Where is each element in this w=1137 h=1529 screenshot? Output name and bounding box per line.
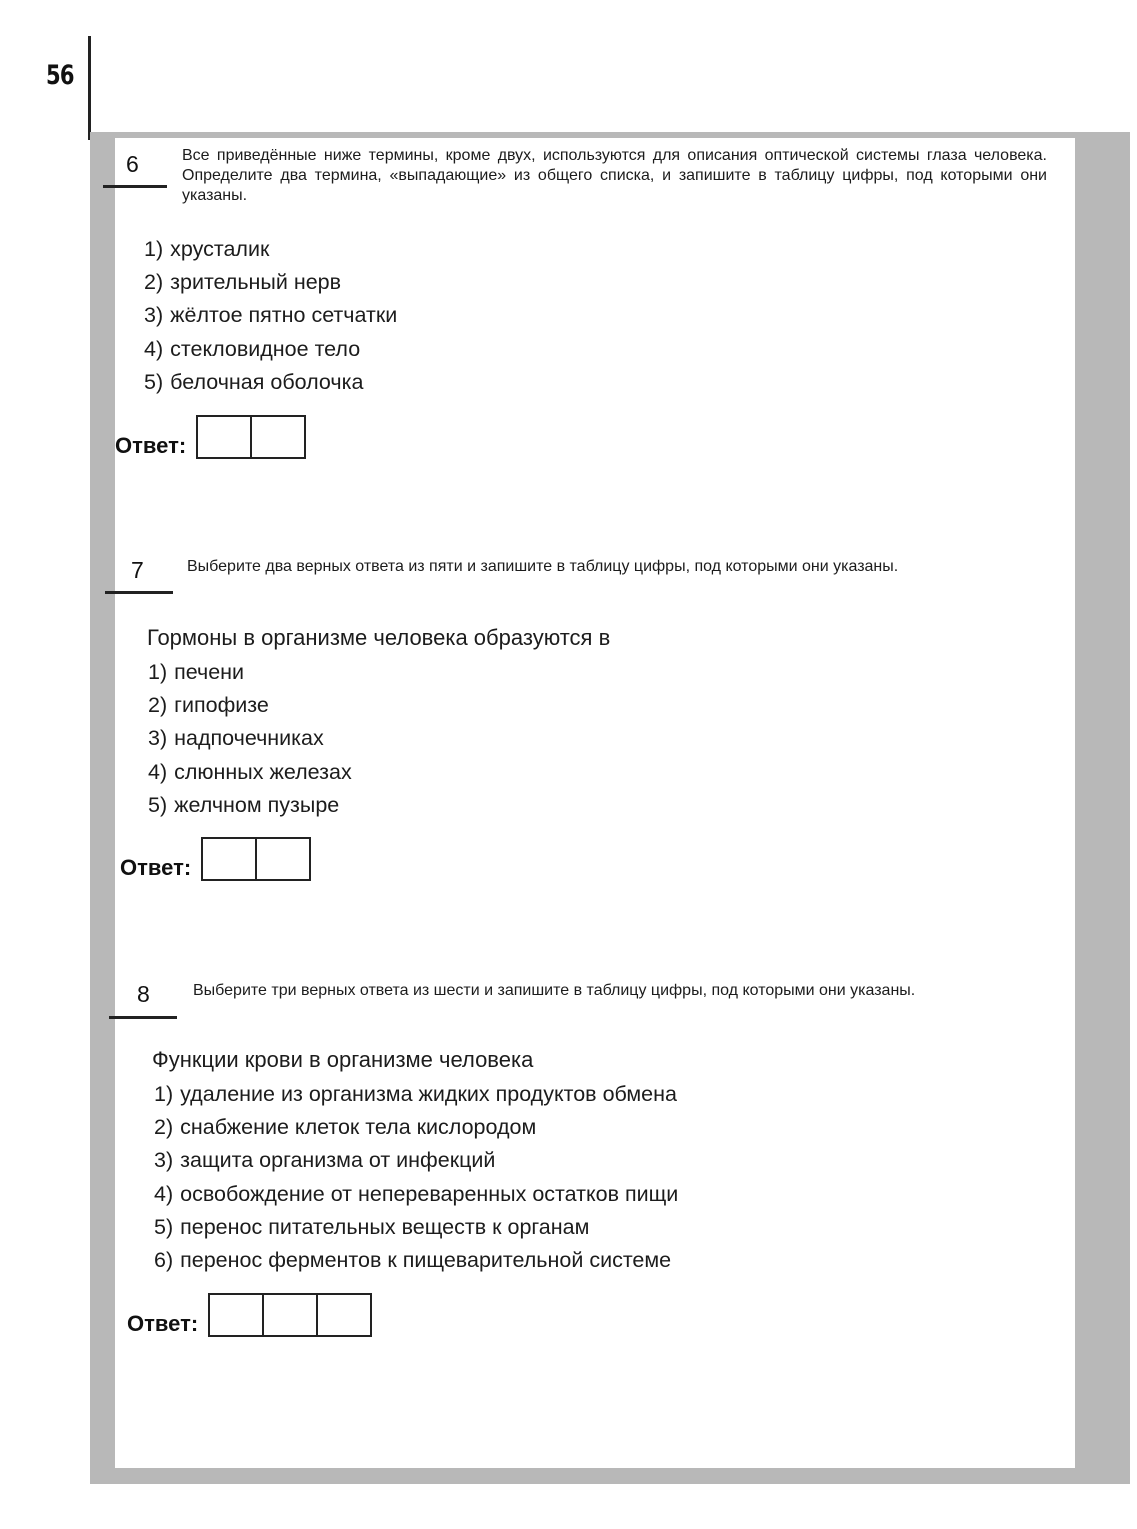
answer-row — [127, 1293, 372, 1337]
option-number: 4) — [148, 759, 168, 784]
answer-cell[interactable] — [252, 417, 304, 457]
option-number: 3) — [148, 726, 168, 751]
option-number: 4) — [154, 1181, 174, 1206]
task-instruction: Выберите два верных ответа из пяти и запишите в таблицу цифры, под которыми они указаны. — [187, 558, 899, 575]
task-stem: Функции крови в организме человека — [152, 1047, 534, 1072]
answer-grid — [196, 415, 306, 459]
option-text: слюнных железах — [174, 759, 352, 784]
options-list — [144, 233, 397, 399]
option-item — [144, 266, 397, 299]
option-number: 5) — [154, 1214, 174, 1239]
task-number: 6 — [126, 151, 139, 177]
option-number: 3) — [154, 1148, 174, 1173]
task-instruction: Выберите три верных ответа из шести и запишите в таблицу цифры, под которыми они указаны. — [193, 982, 916, 999]
option-text: стекловидное тело — [170, 336, 361, 361]
answer-grid — [208, 1293, 372, 1337]
option-text: жёлтое пятно сетчатки — [170, 303, 398, 328]
option-text: печени — [174, 660, 245, 684]
option-number: 5) — [148, 792, 168, 817]
option-item — [154, 1144, 678, 1177]
task-stem: Гормоны в организме человека образуются в — [147, 625, 611, 650]
option-item — [154, 1178, 678, 1211]
option-item — [154, 1078, 678, 1111]
page-number: 56 — [46, 60, 74, 91]
option-text: защита организма от инфекций — [180, 1148, 496, 1173]
answer-cell[interactable] — [210, 1295, 264, 1335]
answer-label: Ответ: — [115, 433, 187, 458]
option-item — [148, 656, 352, 689]
answer-cell[interactable] — [257, 839, 309, 879]
task-number-rule — [103, 185, 167, 188]
options-list — [148, 656, 352, 822]
option-text: гипофизе — [174, 693, 269, 718]
option-number: 1) — [154, 1082, 174, 1106]
option-number: 4) — [144, 336, 164, 361]
task-number: 8 — [137, 981, 150, 1007]
answer-grid — [201, 837, 311, 881]
answer-row — [115, 415, 306, 459]
task-number-rule — [105, 591, 173, 594]
option-text: хрусталик — [170, 237, 270, 261]
option-number: 6) — [154, 1247, 174, 1272]
option-text: белочная оболочка — [170, 369, 364, 394]
answer-label: Ответ: — [127, 1311, 199, 1336]
option-text: желчном пузыре — [174, 792, 340, 817]
options-list — [154, 1078, 678, 1277]
option-text: перенос ферментов к пищеварительной системе — [180, 1247, 672, 1272]
option-item — [148, 689, 352, 722]
option-number: 2) — [144, 270, 164, 295]
option-number: 5) — [144, 369, 164, 394]
option-item — [144, 233, 397, 266]
task-number-rule — [109, 1016, 177, 1019]
option-number: 1) — [144, 237, 164, 261]
option-item — [148, 722, 352, 755]
option-item — [144, 366, 397, 399]
answer-cell[interactable] — [264, 1295, 318, 1335]
option-text: надпочечниках — [174, 726, 324, 751]
task-instruction: Все приведённые ниже термины, кроме двух, используются для описания оптической системы глаза человека. Определите два термина, «выпадающие» из общего списка, и запишите в таблицу цифры, под которыми они указаны. — [182, 147, 1047, 204]
answer-label: Ответ: — [120, 855, 192, 880]
answer-cell[interactable] — [318, 1295, 370, 1335]
margin-rule — [88, 36, 91, 140]
option-number: 1) — [148, 660, 168, 684]
option-text: снабжение клеток тела кислородом — [180, 1115, 537, 1140]
option-item — [144, 333, 397, 366]
option-number: 3) — [144, 303, 164, 328]
option-text: перенос питательных веществ к органам — [180, 1214, 590, 1239]
answer-cell[interactable] — [198, 417, 252, 457]
option-text: освобождение от непереваренных остатков пищи — [180, 1181, 679, 1206]
option-item — [154, 1111, 678, 1144]
option-number: 2) — [148, 693, 168, 718]
option-item — [154, 1244, 678, 1277]
option-text: удаление из организма жидких продуктов обмена — [180, 1082, 677, 1106]
answer-cell[interactable] — [203, 839, 257, 879]
task-panel — [115, 138, 1075, 1468]
option-text: зрительный нерв — [170, 270, 342, 295]
option-item — [148, 789, 352, 822]
task-number: 7 — [131, 557, 144, 583]
option-item — [148, 756, 352, 789]
option-number: 2) — [154, 1115, 174, 1140]
answer-row — [120, 837, 311, 881]
option-item — [154, 1211, 678, 1244]
option-item — [144, 299, 397, 332]
